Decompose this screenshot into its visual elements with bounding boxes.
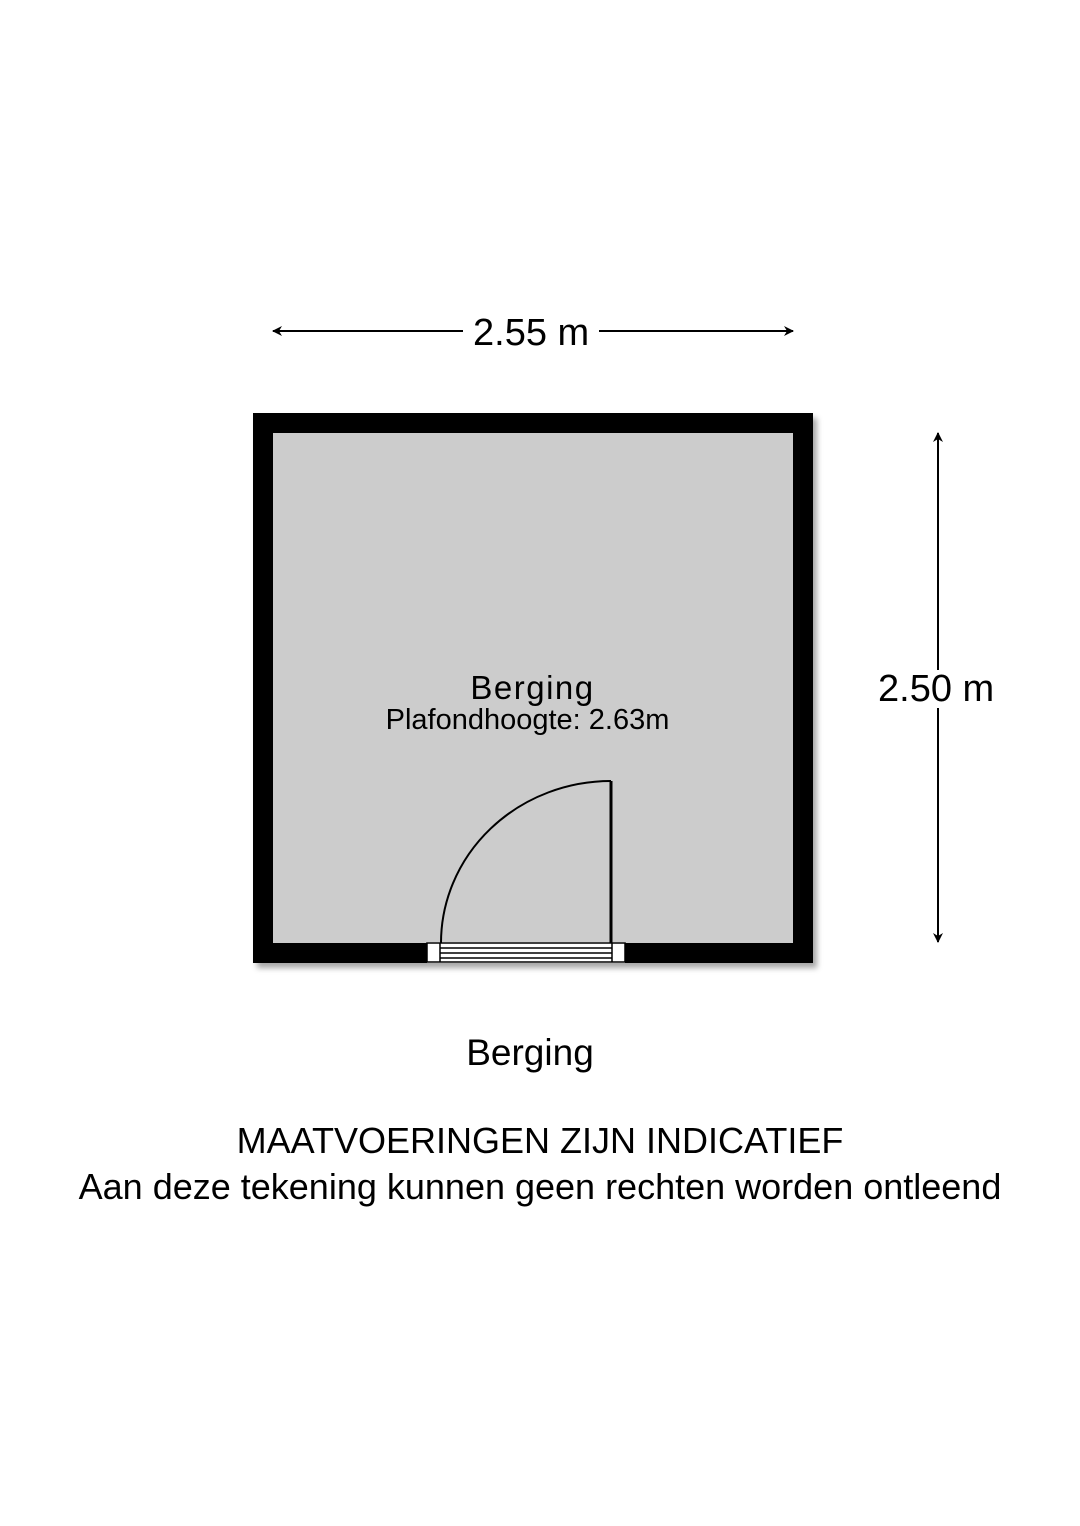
room-ceiling-height: Plafondhoogte: 2.63m: [385, 704, 670, 736]
room-name: Berging: [470, 669, 595, 706]
floor-label: Berging: [466, 1032, 594, 1073]
height-dimension-label: 2.50 m: [868, 670, 1004, 708]
disclaimer-text: Aan deze tekening kunnen geen rechten worden ontleend: [78, 1166, 1002, 1207]
disclaimer-title: MAATVOERINGEN ZIJN INDICATIEF: [236, 1120, 844, 1161]
width-dimension-label: 2.55 m: [463, 314, 599, 352]
